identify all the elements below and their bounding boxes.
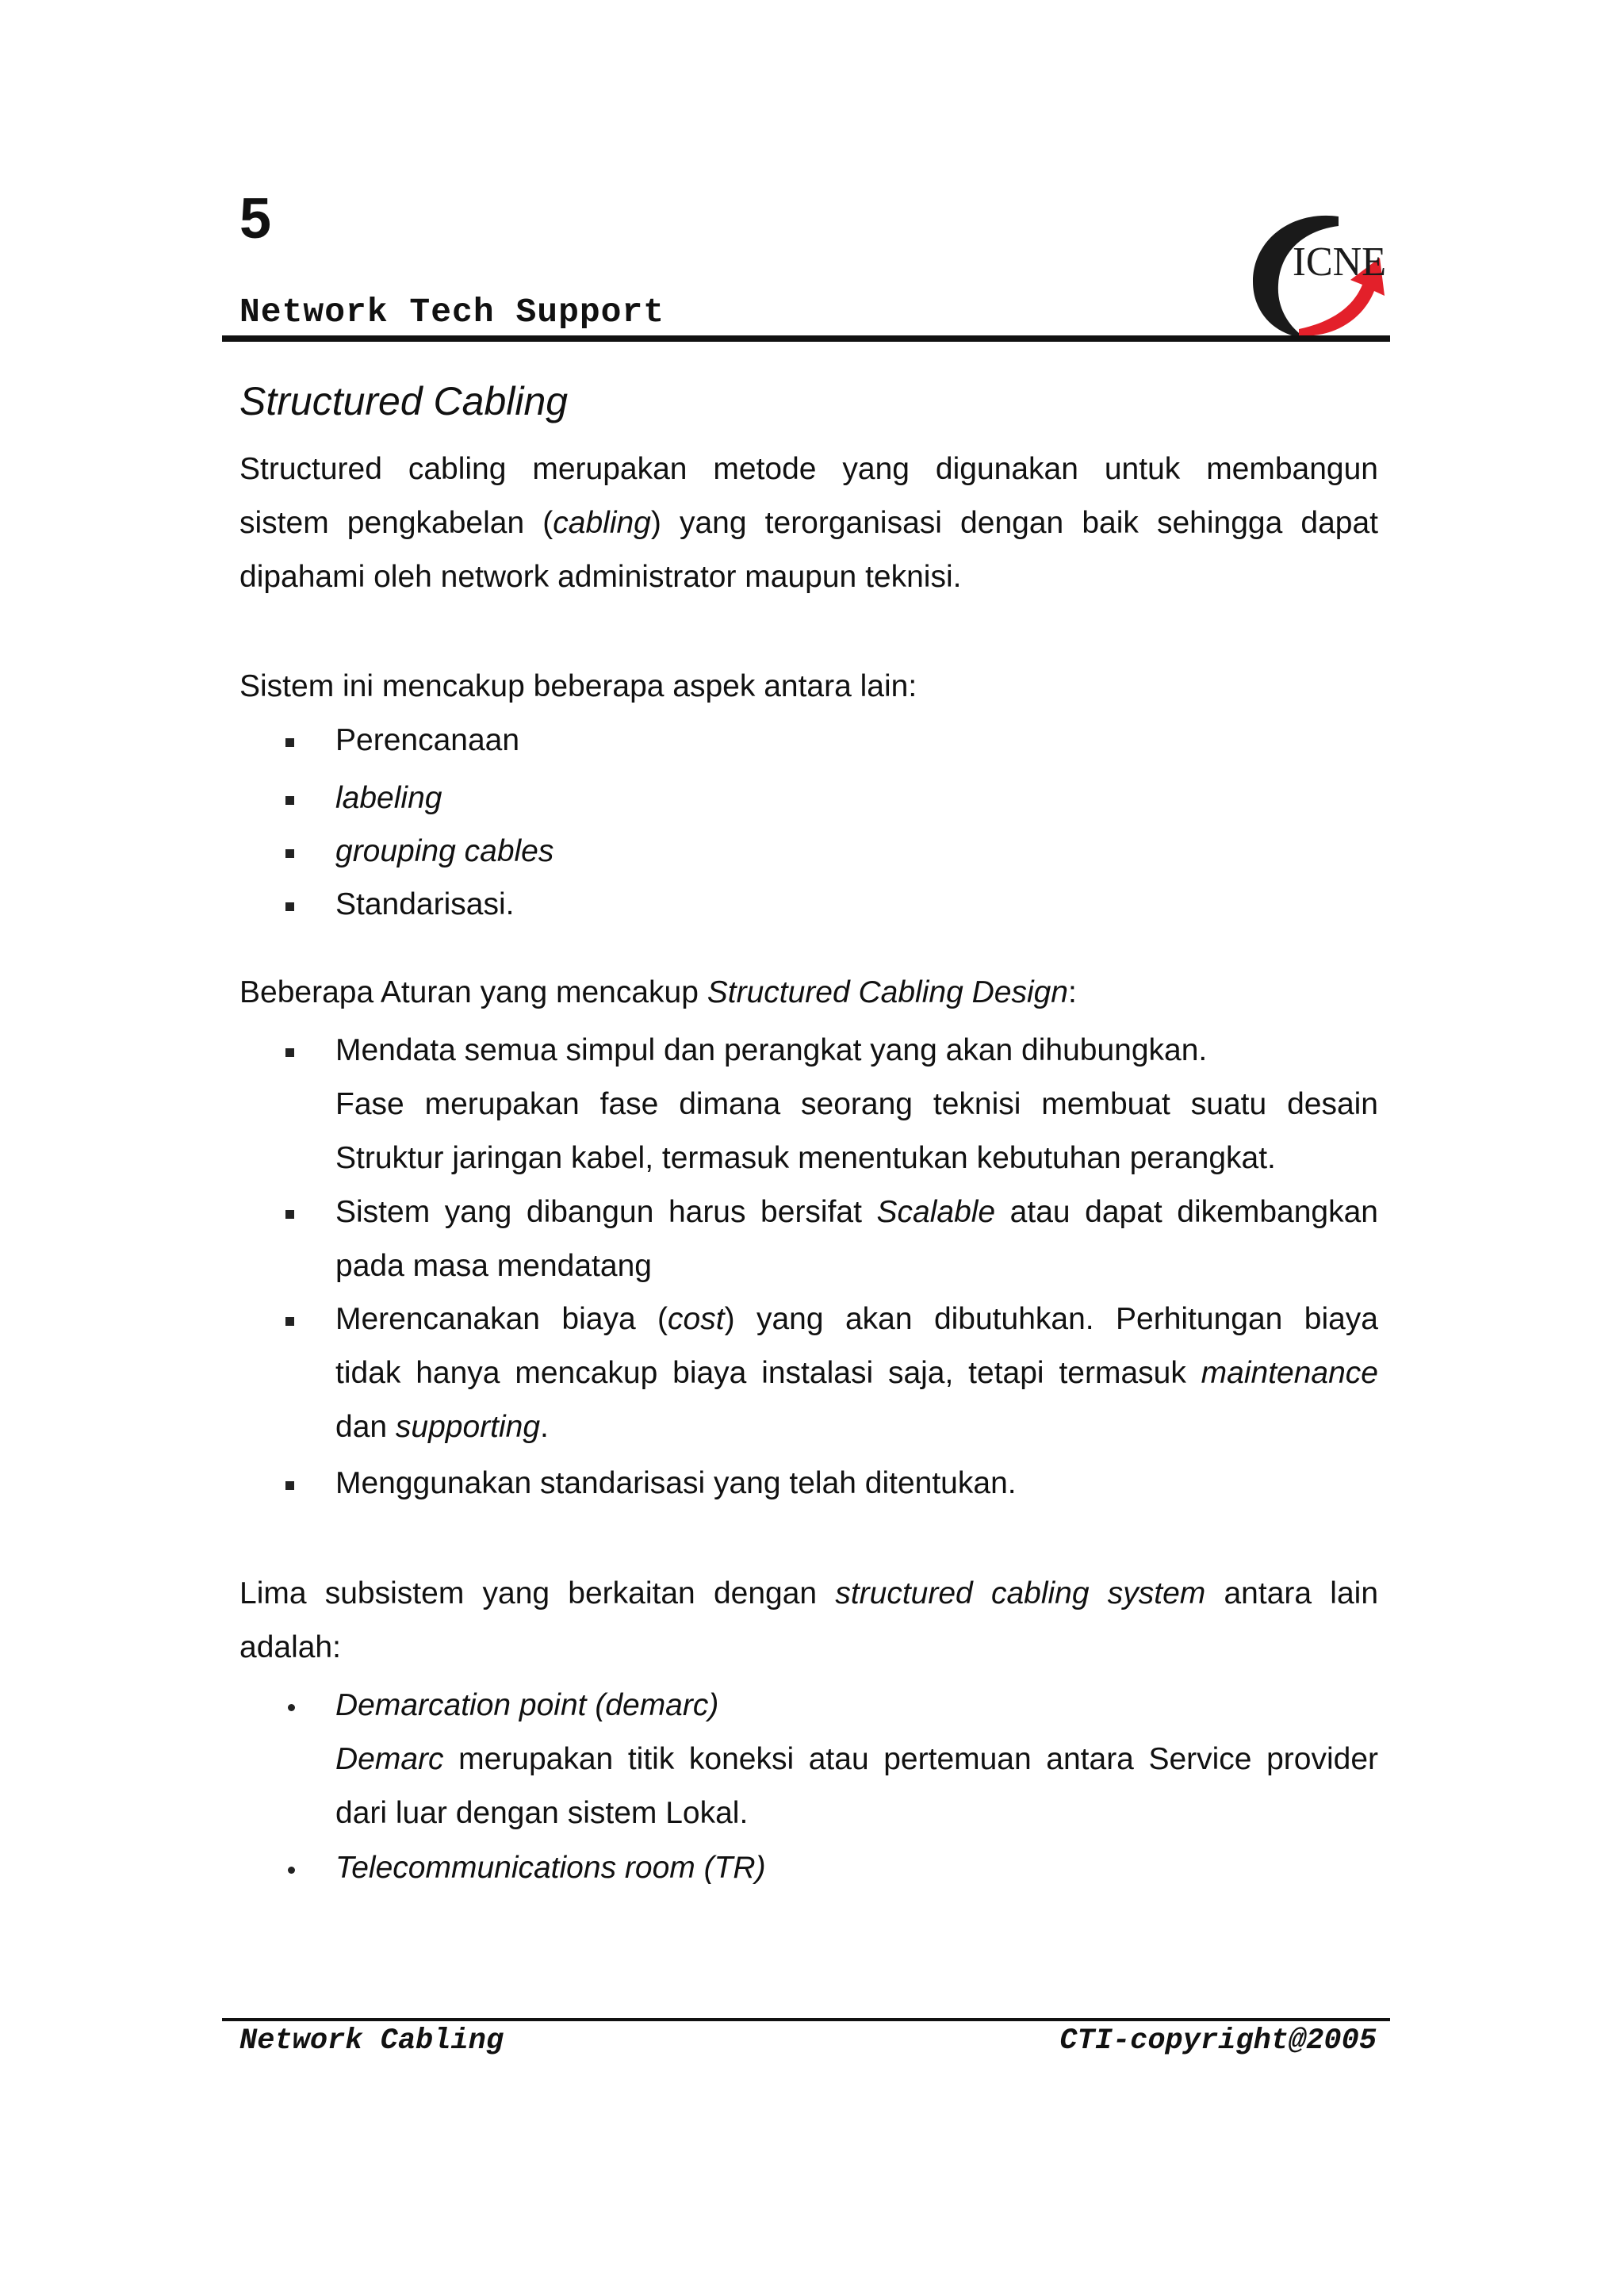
logo-text: ICNE — [1293, 239, 1386, 285]
footer-left: Network Cabling — [239, 2024, 504, 2058]
bullet-marker — [285, 902, 294, 911]
rules-lead: Beberapa Aturan yang mencakup Structured Cabling Design: — [239, 975, 1077, 1009]
rule-item-1: Mendata semua simpul dan perangkat yang akan dihubungkan. Fase merupakan fase dimana seorang teknisi membuat suatu desain Struktur jaringan kabel, termasuk menentukan kebutuhan perangkat. — [335, 1033, 1378, 1175]
aspect-item: grouping cables — [335, 834, 554, 868]
bullet-marker — [285, 796, 294, 805]
intro-line-3: dipahami oleh network administrator maupun teknisi. — [239, 560, 962, 594]
rule-item-2: Sistem yang dibangun harus bersifat Scalable atau dapat dikembangkan pada masa mendatang — [335, 1195, 1378, 1283]
subsystem-item-1: Demarcation point (demarc) Demarc merupakan titik koneksi atau pertemuan antara Service provider dari luar dengan sistem Lokal. — [335, 1688, 1378, 1830]
aspect-item: Perencanaan — [335, 723, 520, 757]
subsystems-lead: Lima subsistem yang berkaitan dengan structured cabling system antara lain adalah: — [239, 1576, 1379, 1664]
footer-right: CTI-copyright@2005 — [1059, 2024, 1377, 2058]
intro-line-1: Structured cabling merupakan metode yang digunakan untuk membangun — [239, 452, 1378, 486]
icne-logo — [1243, 202, 1390, 345]
footer-rule — [222, 2018, 1390, 2021]
aspect-item: Standarisasi. — [335, 887, 515, 921]
bullet-marker — [285, 1481, 294, 1490]
header-rule — [222, 335, 1390, 342]
bullet-marker — [285, 1048, 294, 1057]
bullet-marker — [285, 1210, 294, 1219]
aspect-item: labeling — [335, 781, 442, 815]
aspects-lead: Sistem ini mencakup beberapa aspek antara lain: — [239, 669, 917, 703]
bullet-marker — [285, 849, 294, 858]
section-title: Structured Cabling — [239, 379, 569, 423]
bullet-dot — [288, 1867, 295, 1874]
rule-item-3: Merencanakan biaya (cost) yang akan dibutuhkan. Perhitungan biaya tidak hanya mencakup biaya instalasi saja, tetapi termasuk maintenance dan supporting. — [335, 1302, 1378, 1444]
bullet-dot — [288, 1704, 295, 1711]
subsystem-item-2: Telecommunications room (TR) — [335, 1851, 766, 1885]
intro-paragraph — [239, 442, 1378, 604]
intro-line-2: sistem pengkabelan (cabling) yang terorganisasi dengan baik sehingga dapat — [239, 506, 1378, 540]
bullet-marker — [285, 738, 294, 747]
header-title: Network Tech Support — [239, 293, 665, 331]
rule-item-4: Menggunakan standarisasi yang telah ditentukan. — [335, 1466, 1017, 1500]
page-number: 5 — [239, 187, 272, 251]
bullet-marker — [285, 1317, 294, 1326]
